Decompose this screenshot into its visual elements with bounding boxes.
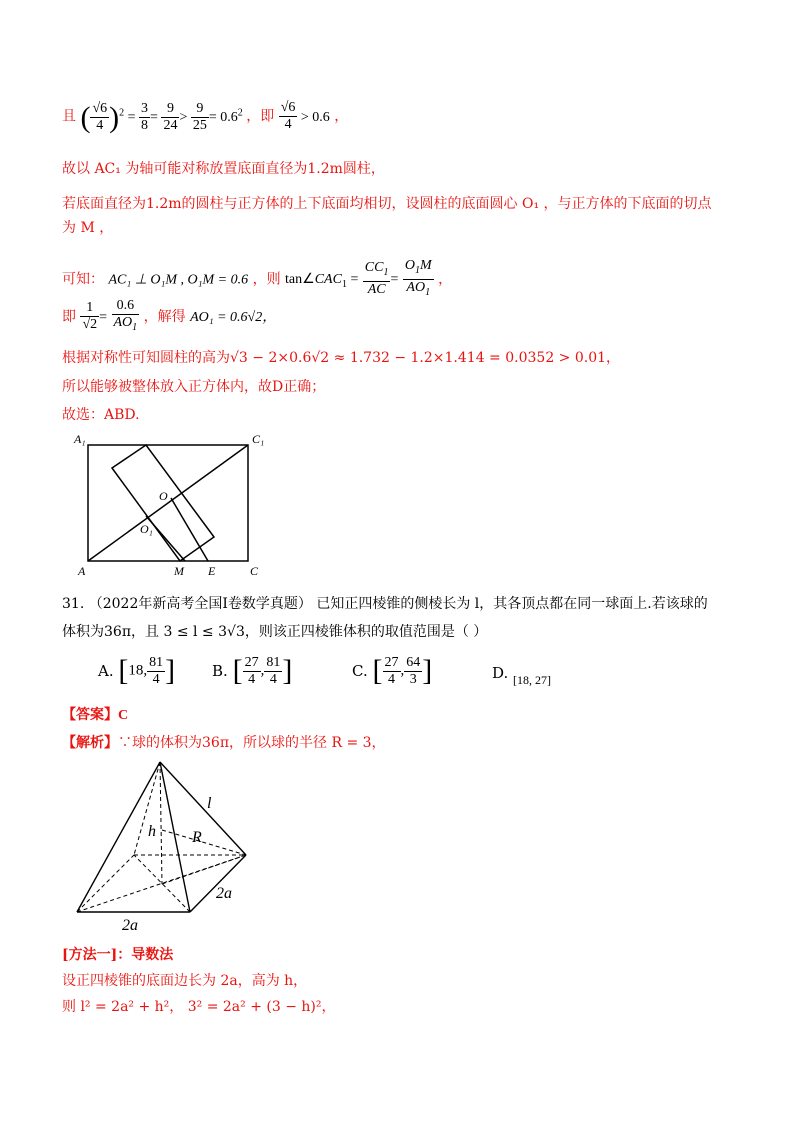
text-prefix: 且: [62, 108, 76, 125]
answer-line: [62, 705, 128, 726]
label-a: A: [78, 564, 86, 578]
label-e: E: [208, 564, 216, 578]
line-2: 故以 AC₁ 为轴可能对称放置底面直径为1.2m圆柱，: [62, 161, 385, 177]
text-mid: ，解得: [143, 308, 186, 325]
method-line-1: 设正四棱锥的底面边长为 2a，高为 h，: [62, 973, 308, 989]
option-c[interactable]: C. [ $\frac{27}{4}$ , $\frac{64}{3}$ ]: [352, 654, 433, 687]
line-1: 且 ( $\frac{√6}{4}$ )$^2$ = $\frac{3}{8}$ = $\frac{9}{24}$ > $\frac{9}{25}$ = $0.6^2$ ，即 $\frac{√6}{4}$ > 0.6 ，: [62, 100, 349, 134]
label-o1: O₁: [140, 522, 153, 536]
question-line-2: 体积为36π，且 3 ≤ l ≤ 3√3，则该正四棱锥体积的取值范围是（ ）: [62, 624, 488, 640]
text-prefix: 即: [62, 308, 76, 325]
question-line-1: [62, 594, 708, 614]
label-a1: A₁: [74, 432, 86, 446]
option-d-value: [18, 27]: [513, 673, 552, 687]
option-d-label: D.: [492, 664, 509, 682]
text-mid: ，则: [252, 271, 281, 288]
ratio-formula: $\frac{1}{√2}$ = $\frac{0.6}{AO_1}$: [82, 298, 138, 333]
line-4: 可知： AC₁ ⊥ O₁M , O₁M = 0.6 ，则 $\tan\angle CAC_1$ = $\frac{CC_1}{AC}$ = $\frac{O_1M}{AO_1}$ ，: [62, 258, 453, 298]
option-c-label: C.: [352, 662, 368, 680]
label-c: C: [250, 564, 259, 578]
option-b[interactable]: B. [ $\frac{27}{4}$ , $\frac{81}{4}$ ]: [212, 654, 293, 687]
label-side-right: 2a: [216, 885, 232, 902]
label-l: l: [207, 795, 212, 812]
inequality-formula: ( $\frac{√6}{4}$ )$^2$ = $\frac{3}{8}$ = $\frac{9}{24}$ > $\frac{9}{25}$ = $0.6^2$: [80, 100, 243, 134]
analysis-tag: 【解析】: [62, 735, 118, 751]
perpendicular-formula: AC₁ ⊥ O₁M , O₁M = 0.6: [108, 272, 249, 288]
option-a[interactable]: A. [18, $\frac{81}{4}$ ]: [98, 654, 176, 687]
analysis-line: [62, 733, 386, 753]
line-5: [62, 298, 276, 336]
result-formula: $\frac{√6}{4}$ > 0.6: [280, 100, 330, 132]
text-prefix: 可知：: [62, 271, 104, 288]
answer-tag: 【答案】: [62, 707, 118, 723]
question-source: （2022年新高考全国Ⅰ卷数学真题）: [88, 596, 312, 612]
line-7: 所以能够被整体放入正方体内，故D正确；: [62, 379, 326, 395]
label-o: O: [159, 489, 168, 503]
solution-formula: AO₁ = 0.6√2，: [190, 309, 277, 325]
label-c1: C₁: [252, 432, 265, 446]
analysis-text: ∵球的体积为36π，所以球的半径 R = 3，: [118, 735, 386, 751]
tan-formula: $\tan\angle CAC_1$ = $\frac{CC_1}{AC}$ = $\frac{O_1M}{AO_1}$: [285, 258, 432, 298]
label-side-bottom: 2a: [122, 917, 138, 934]
option-a-label: A.: [98, 662, 114, 680]
line-6: 根据对称性可知圆柱的高为√3 − 2×0.6√2 ≈ 1.732 − 1.2×1.414 = 0.0352 > 0.01，: [62, 350, 621, 366]
line-8: 故选：ABD.: [62, 407, 140, 423]
text-mid: ，即: [246, 108, 275, 125]
option-b-label: B.: [212, 662, 228, 680]
answer-value: C: [118, 708, 129, 723]
question-text-1: 已知正四棱锥的侧棱长为 l，其各顶点都在同一球面上.若该球的: [316, 596, 708, 612]
method-title: [方法一]：导数法: [62, 947, 174, 963]
label-h: h: [148, 823, 156, 840]
method-line-2: 则 l² = 2a² + h²， 3² = 2a² + (3 − h)²，: [62, 999, 336, 1015]
line-3a: 若底面直径为1.2m的圆柱与正方体的上下底面均相切，设圆柱的底面圆心 O₁ ，与正方体的下底面的切点: [62, 196, 712, 212]
question-number: 31.: [62, 596, 85, 612]
label-r: R: [192, 829, 202, 846]
label-m: M: [174, 564, 184, 578]
line-3b: 为 M ，: [62, 220, 114, 236]
option-d[interactable]: [492, 664, 552, 687]
